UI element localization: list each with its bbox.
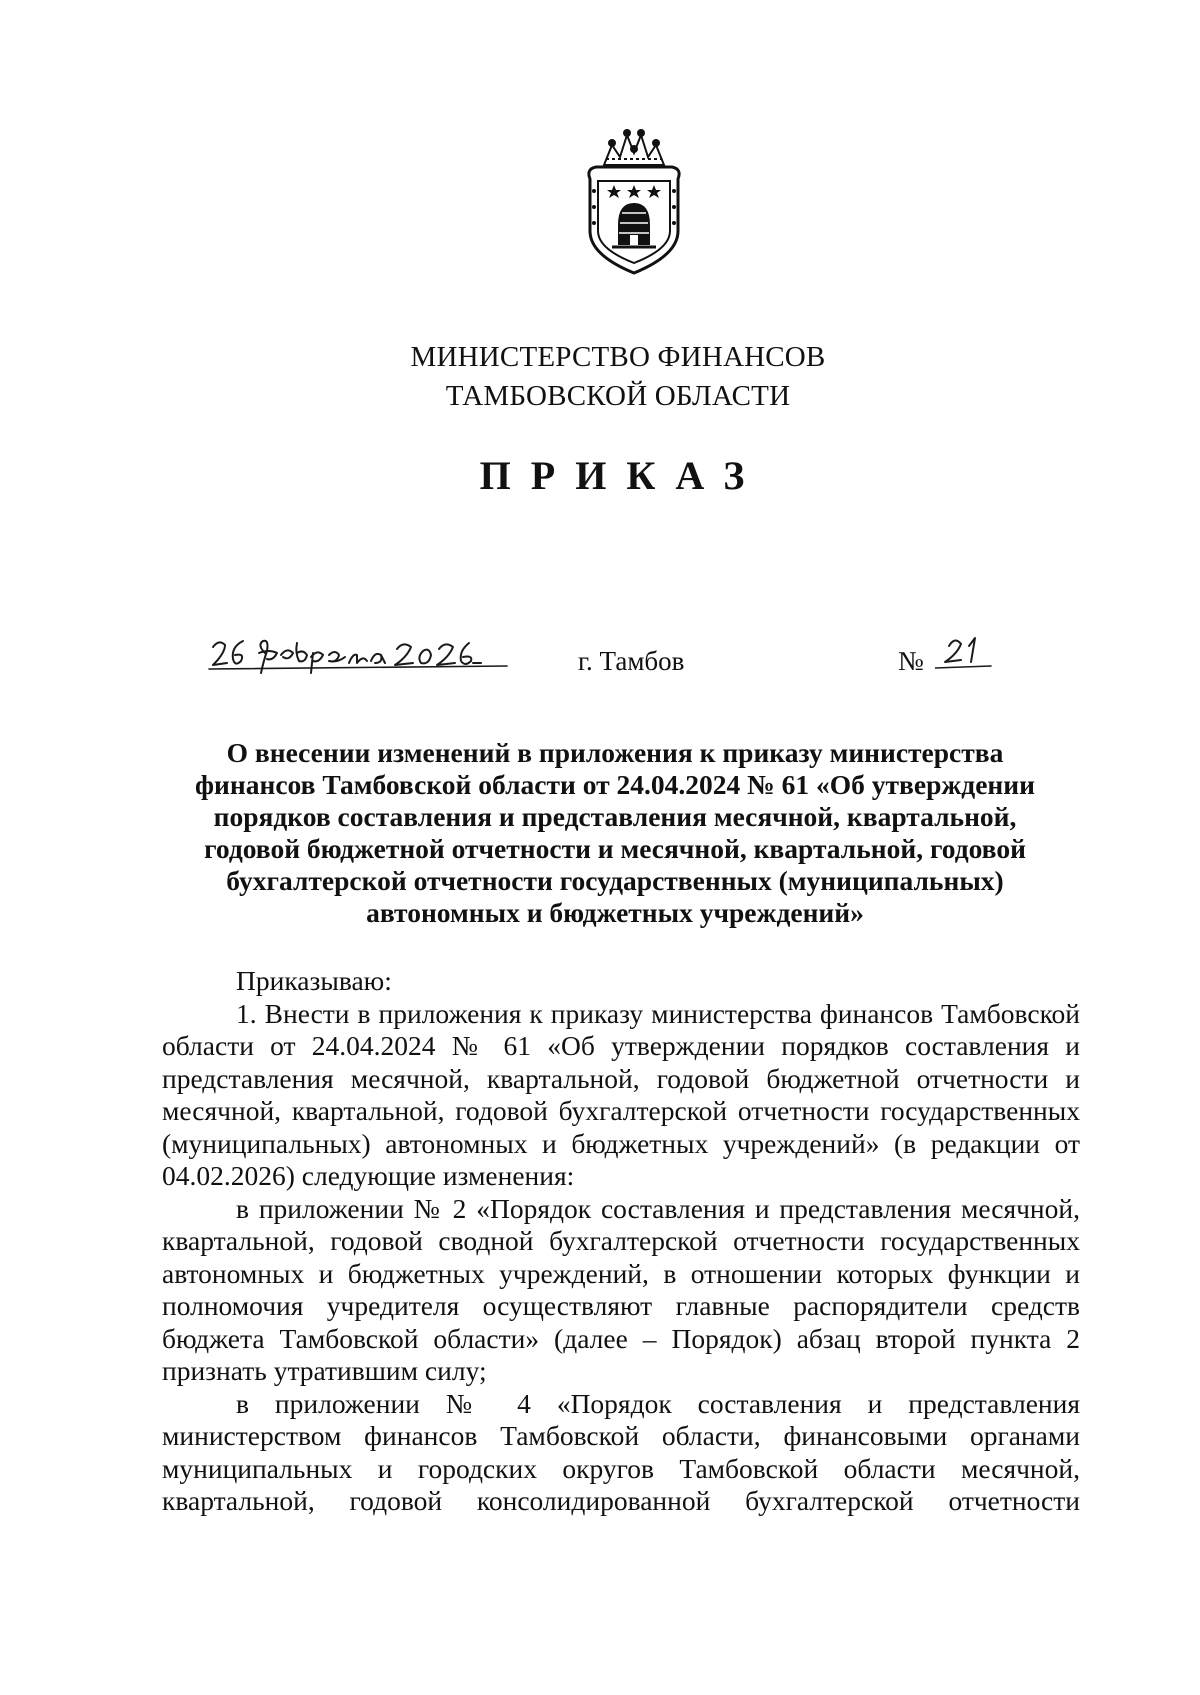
number-label: № <box>898 646 924 676</box>
ministry-line-1: МИНИСТЕРСТВО ФИНАНСОВ <box>410 341 826 373</box>
crown-icon <box>604 130 664 165</box>
handwritten-number <box>935 632 995 676</box>
document-type-title <box>0 452 1200 499</box>
heading-line: О внесении изменений в приложения к приказу министерства <box>226 737 1004 768</box>
paragraph-1: 1. Внести в приложения к приказу министерства финансов Тамбовской области от 24.04.2024 № 61 «Об утверждении порядков составления и представления месячной, квартальной, годовой бюджетной отчетности и месячной, квартальной, годовой бухгалтерской отчетности государственных (муниципальных) автономных и бюджетных учреждений» (в редакции от 04.02.2026) следующие изменения: <box>162 997 1080 1191</box>
intro-paragraph: Приказываю: <box>236 965 392 996</box>
city-label: г. Тамбов <box>578 646 685 676</box>
handwritten-date <box>207 633 519 677</box>
ministry-line-2: ТАМБОВСКОЙ ОБЛАСТИ <box>445 380 791 412</box>
order-heading <box>150 737 1080 929</box>
order-body <box>162 965 1080 1518</box>
ministry-name <box>0 338 1200 416</box>
paragraph-2: в приложении № 2 «Порядок составления и представления месячной, квартальной, годовой сводной бухгалтерской отчетности государственных автономных и бюджетных учреждений, в отношении которых функции и полномочия учредителя осуществляют главные распорядители средств бюджета Тамбовской области» (далее – Порядок) абзац второй пункта 2 признать утратившим силу; <box>162 1192 1080 1386</box>
coat-of-arms-emblem <box>582 127 686 277</box>
paragraph-3: в приложении № 4 «Порядок составления и представления министерством финансов Тамбовской области, финансовыми органами муниципальных и городских округов Тамбовской области месячной, квартальной, годовой консолидированной бухгалтерской отчетности <box>162 1387 1080 1516</box>
heading-line: автономных и бюджетных учреждений» <box>366 897 864 928</box>
heading-line: финансов Тамбовской области от 24.04.2024 № 61 «Об утверждении <box>195 769 1035 800</box>
heading-line: порядков составления и представления месячной, квартальной, <box>213 801 1017 832</box>
heading-line: бухгалтерской отчетности государственных (муниципальных) <box>226 865 1004 896</box>
document-type-label: ПРИКАЗ <box>479 453 765 498</box>
heading-line: годовой бюджетной отчетности и месячной, квартальной, годовой <box>204 833 1026 864</box>
